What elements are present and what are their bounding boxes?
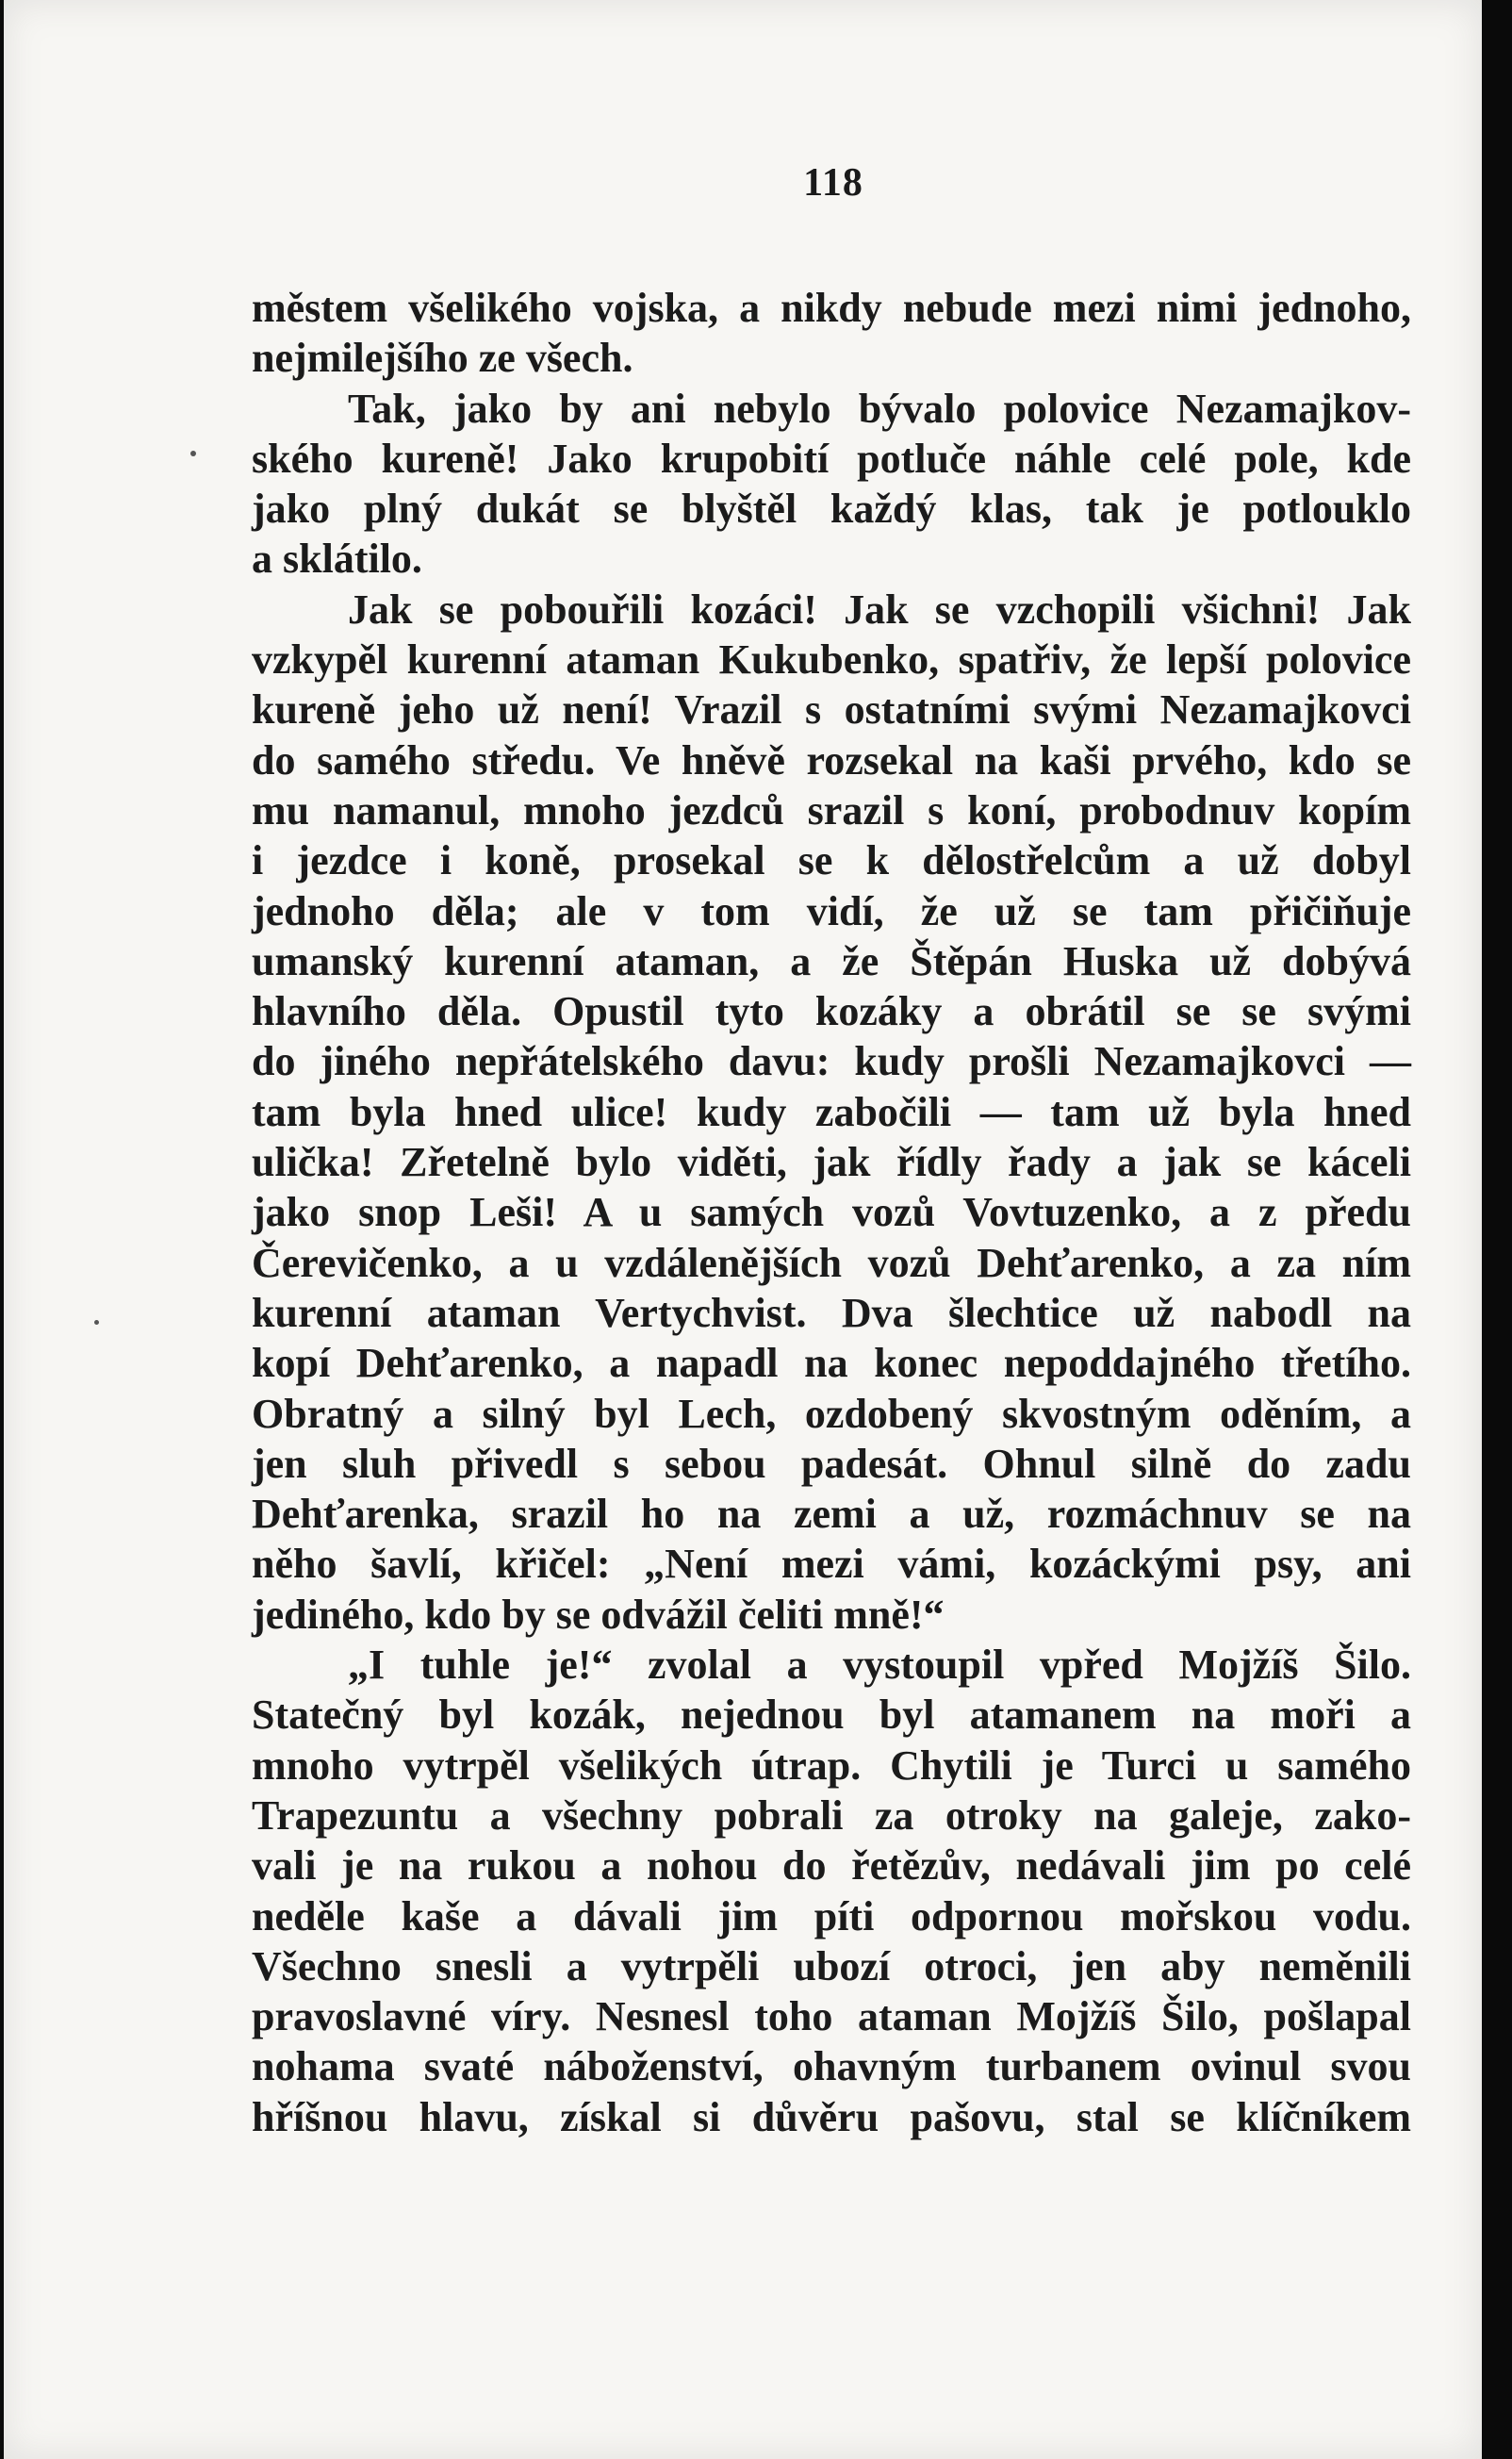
body-text (252, 283, 1411, 2142)
text-line: ulička! Zřetelně bylo viděti, jak řídly řady a jak se káceli (252, 1139, 1411, 1186)
text-line: Tak, jako by ani nebylo bývalo polovice Nezamajkov- (348, 385, 1411, 432)
print-speck (190, 451, 196, 456)
text-line: nohama svaté náboženství, ohavným turbanem ovinul svou (252, 2043, 1411, 2090)
text-line: Všechno snesli a vytrpěli ubozí otroci, jen aby neměnili (252, 1942, 1411, 1989)
text-line: Obratný a silný byl Lech, ozdobený skvostným oděním, a (252, 1390, 1411, 1437)
text-line: jednoho děla; ale v tom vidí, že už se tam přičiňuje (252, 887, 1411, 934)
text-line: jediného, kdo by se odvážil čeliti mně!“ (252, 1591, 945, 1638)
text-line: a sklátilo. (252, 536, 422, 583)
text-line: něho šavlí, křičel: „Není mezi vámi, kozáckými psy, ani (252, 1541, 1411, 1588)
book-page (4, 0, 1482, 2459)
text-line: Trapezuntu a všechny pobrali za otroky na galeje, zako- (252, 1791, 1411, 1839)
text-line: i jezdce i koně, prosekal se k dělostřelcům a už dobyl (252, 837, 1411, 884)
text-line: jako plný dukát se blyštěl každý klas, tak je potlouklo (252, 486, 1411, 533)
text-line: kurenní ataman Vertychvist. Dva šlechtice už nabodl na (252, 1289, 1411, 1336)
text-line: mu namanul, mnoho jezdců srazil s koní, probodnuv kopím (252, 786, 1411, 833)
text-line: mnoho vytrpěl všelikých útrap. Chytili je Turci u samého (252, 1741, 1411, 1789)
text-line: kopí Dehťarenko, a napadl na konec nepoddajného třetího. (252, 1340, 1411, 1387)
text-line: Jak se pobouřili kozáci! Jak se vzchopili všichni! Jak (348, 586, 1411, 633)
text-line: tam byla hned ulice! kudy zabočili — tam už byla hned (252, 1088, 1411, 1135)
text-line: Čerevičenko, a u vzdálenějších vozů Dehťarenko, a za ním (252, 1239, 1411, 1286)
text-line: Dehťarenka, srazil ho na zemi a už, rozmáchnuv se na (252, 1491, 1411, 1538)
text-line: Statečný byl kozák, nejednou byl atamanem na moři a (252, 1692, 1411, 1739)
print-speck (94, 1320, 99, 1325)
text-line: jen sluh přivedl s sebou padesát. Ohnul silně do zadu (252, 1440, 1411, 1487)
scan-border (1482, 0, 1512, 2459)
text-line: do samého středu. Ve hněvě rozsekal na kaši prvého, kdo se (252, 736, 1411, 784)
page-number: 118 (803, 161, 863, 205)
text-line: umanský kurenní ataman, a že Štěpán Huska už dobývá (252, 937, 1411, 984)
text-line: hlavního děla. Opustil tyto kozáky a obrátil se se svými (252, 988, 1411, 1035)
text-line: neděle kaše a dávali jim píti odpornou mořskou vodu. (252, 1892, 1411, 1939)
text-line: hříšnou hlavu, získal si důvěru pašovu, stal se klíčníkem (252, 2093, 1411, 2140)
text-line: nejmilejšího ze všech. (252, 335, 633, 382)
text-line: jako snop Leši! A u samých vozů Vovtuzenko, a z předu (252, 1189, 1411, 1236)
text-line: městem všelikého vojska, a nikdy nebude mezi nimi jednoho, (252, 285, 1411, 331)
text-line: do jiného nepřátelského davu: kudy prošli Nezamajkovci — (252, 1038, 1411, 1085)
text-line: pravoslavné víry. Nesnesl toho ataman Mojžíš Šilo, pošlapal (252, 1993, 1411, 2040)
text-line: vzkypěl kurenní ataman Kukubenko, spatřiv, že lepší polovice (252, 636, 1411, 684)
text-line: „I tuhle je!“ zvolal a vystoupil vpřed Mojžíš Šilo. (348, 1642, 1411, 1689)
text-line: kureně jeho už není! Vrazil s ostatními svými Nezamajkovci (252, 686, 1411, 734)
text-line: ského kureně! Jako krupobití potluče náhle celé pole, kde (252, 435, 1411, 482)
text-line: vali je na rukou a nohou do řetězův, nedávali jim po celé (252, 1842, 1411, 1890)
